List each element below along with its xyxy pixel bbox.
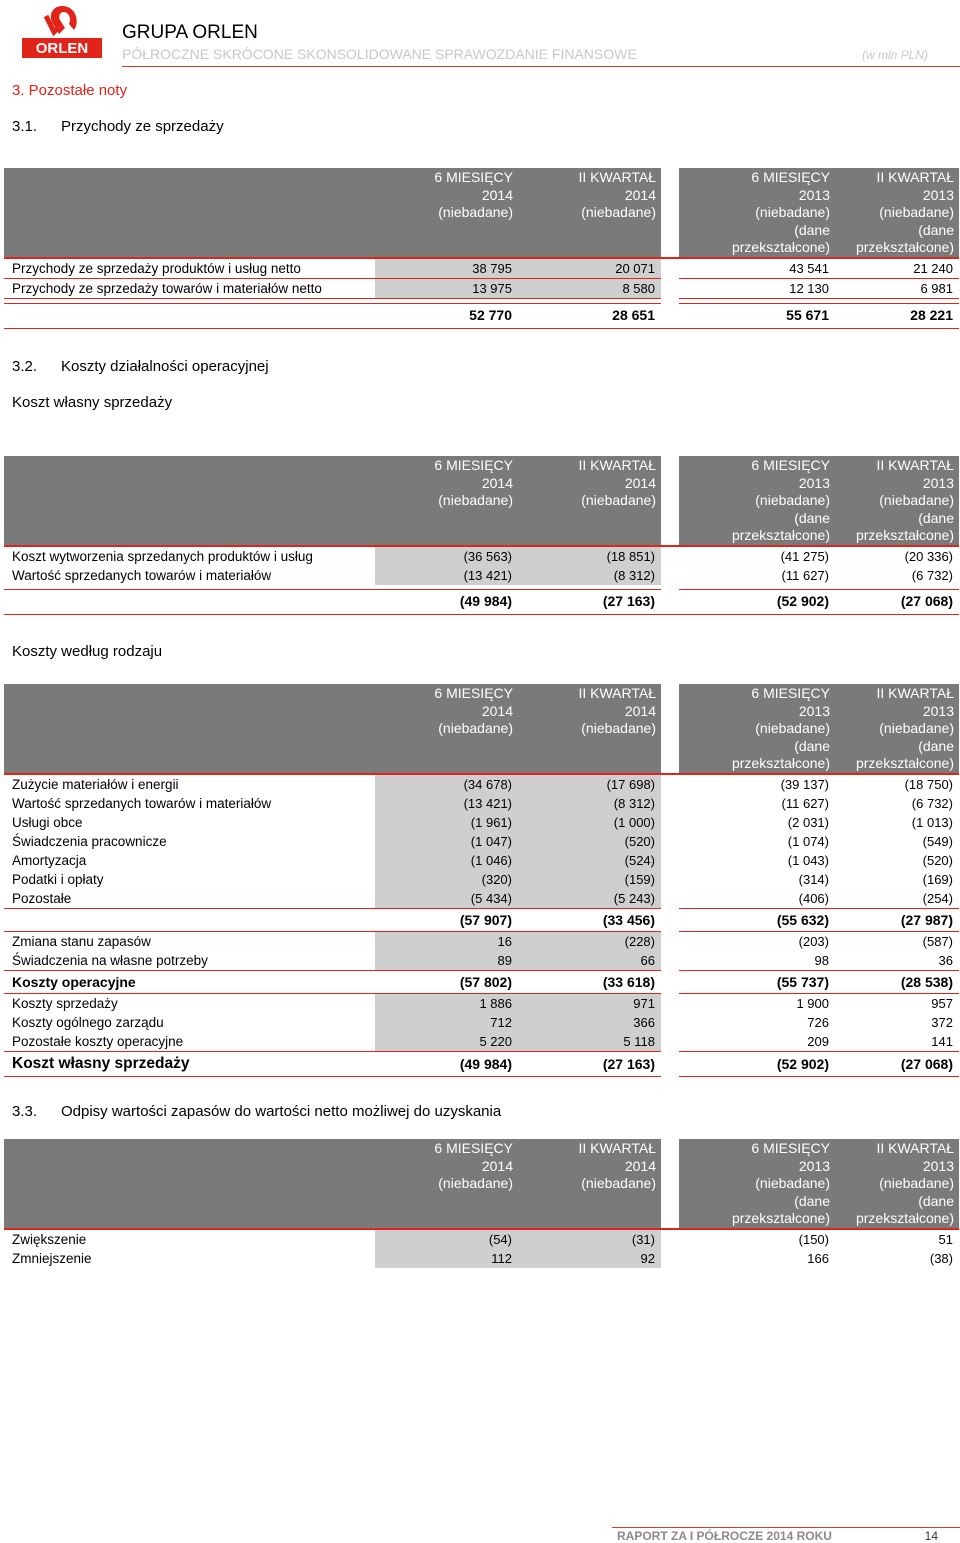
cost-of-sales-total-row: Koszt własny sprzedaży (49 984) (27 163) (52 902) (27 068): [4, 1051, 959, 1076]
orlen-logo: [22, 2, 102, 60]
footer-divider: [612, 1527, 960, 1528]
table-row: Usługi obce (1 961) (1 000) (2 031) (1 013): [12, 814, 953, 830]
table-row: Podatki i opłaty (320) (159) (314) (169): [12, 871, 953, 887]
footer-text: RAPORT ZA I PÓŁROCZE 2014 ROKU: [617, 1529, 832, 1543]
operating-costs-row: Koszty operacyjne (57 802) (33 618) (55 737) (28 538): [4, 970, 959, 993]
table-row: Koszty ogólnego zarządu 712 366 726 372: [12, 1014, 953, 1030]
subsection-title: Odpisy wartości zapasów do wartości netto możliwej do uzyskania: [61, 1103, 502, 1120]
table-row: Pozostałe (5 434) (5 243) (406) (254): [4, 889, 959, 909]
subsection-3-2-heading: [12, 358, 269, 375]
inventory-writedown-table: [4, 1139, 959, 1268]
section-heading: 3. Pozostałe noty: [12, 82, 128, 99]
col-header-q2-2014: II KWARTAŁ 2014 (niebadane): [518, 168, 661, 258]
table-row: Zmiana stanu zapasów 16 (228) (203) (587): [4, 931, 959, 951]
subsection-number: 3.2.: [12, 358, 38, 375]
table-row: Zmniejszenie 112 92 166 (38): [12, 1250, 953, 1266]
table-row: Wartość sprzedanych towarów i materiałów (13 421) (8 312) (11 627) (6 732): [12, 567, 953, 583]
col-header-6m-2013: 6 MIESIĘCY 2013 (niebadane) (dane przekształcone): [679, 168, 835, 258]
sales-revenue-table: [4, 168, 959, 329]
cost-of-sales-heading: Koszt własny sprzedaży: [12, 394, 173, 411]
table-row: Koszt wytworzenia sprzedanych produktów i usług (36 563) (18 851) (41 275) (20 336): [4, 546, 959, 566]
col-header-6m-2014: 6 MIESIĘCY 2014 (niebadane): [375, 168, 518, 258]
table-row: Wartość sprzedanych towarów i materiałów (13 421) (8 312) (11 627) (6 732): [12, 795, 953, 811]
table-row: Zużycie materiałów i energii (34 678) (17 698) (39 137) (18 750): [4, 774, 959, 794]
table-header-row: 6 MIESIĘCY 2014 (niebadane) II KWARTAŁ 2014 (niebadane) 6 MIESIĘCY 2013 (niebadane) (dane przekształcone) II KWARTAŁ 2013 (niebadane) (dane przekształcone): [4, 1139, 959, 1229]
table-row: Przychody ze sprzedaży produktów i usług netto 38 795 20 071 43 541 21 240: [4, 258, 959, 279]
subsection-title: Przychody ze sprzedaży: [61, 118, 224, 135]
costs-by-nature-heading: Koszty według rodzaju: [12, 643, 163, 660]
table-header-row: 6 MIESIĘCY 2014 (niebadane) II KWARTAŁ 2014 (niebadane) 6 MIESIĘCY 2013 (niebadane) (dane przekształcone) II KWARTAŁ 2013 (niebadane) (dane przekształcone): [4, 456, 959, 546]
total-row: (49 984) (27 163) (52 902) (27 068): [4, 589, 959, 612]
page-number: 14: [924, 1529, 938, 1543]
company-name: GRUPA ORLEN: [122, 22, 258, 43]
table-row: Pozostałe koszty operacyjne 5 220 5 118 209 141: [4, 1032, 959, 1052]
table-row: Świadczenia na własne potrzeby 89 66 98 36: [4, 951, 959, 971]
col-header-q2-2013: II KWARTAŁ 2013 (niebadane) (dane przekształcone): [835, 168, 959, 258]
table-row: Koszty sprzedaży 1 886 971 1 900 957: [4, 993, 959, 1013]
total-row: 52 770 28 651 55 671 28 221: [4, 303, 959, 326]
table-header-row: 6 MIESIĘCY 2014 (niebadane) II KWARTAŁ 2014 (niebadane) 6 MIESIĘCY 2013 (niebadane) (dane przekształcone) II KWARTAŁ 2013 (niebadane) (dane przekształcone): [4, 684, 959, 774]
unit-label: (w mln PLN): [861, 48, 928, 62]
svg-text:ORLEN: ORLEN: [35, 40, 89, 57]
cost-of-sales-table: [4, 456, 959, 615]
table-row: Przychody ze sprzedaży towarów i materiałów netto 13 975 8 580 12 130 6 981: [4, 278, 959, 298]
subsection-3-1-heading: [12, 118, 224, 135]
subsection-title: Koszty działalności operacyjnej: [61, 358, 269, 375]
table-row: Świadczenia pracownicze (1 047) (520) (1 074) (549): [12, 833, 953, 849]
subtotal-row: (57 907) (33 456) (55 632) (27 987): [4, 908, 959, 931]
costs-by-nature-table: [4, 684, 959, 1077]
subsection-number: 3.1.: [12, 118, 38, 135]
report-title: PÓŁROCZNE SKRÓCONE SKONSOLIDOWANE SPRAWOZDANIE FINANSOWE: [122, 46, 637, 62]
table-header-row: [4, 168, 959, 258]
header-divider: [122, 66, 960, 67]
table-row: Zwiększenie (54) (31) (150) 51: [4, 1229, 959, 1249]
table-row: Amortyzacja (1 046) (524) (1 043) (520): [12, 852, 953, 868]
subsection-number: 3.3.: [12, 1103, 38, 1120]
subsection-3-3-heading: [12, 1103, 501, 1120]
